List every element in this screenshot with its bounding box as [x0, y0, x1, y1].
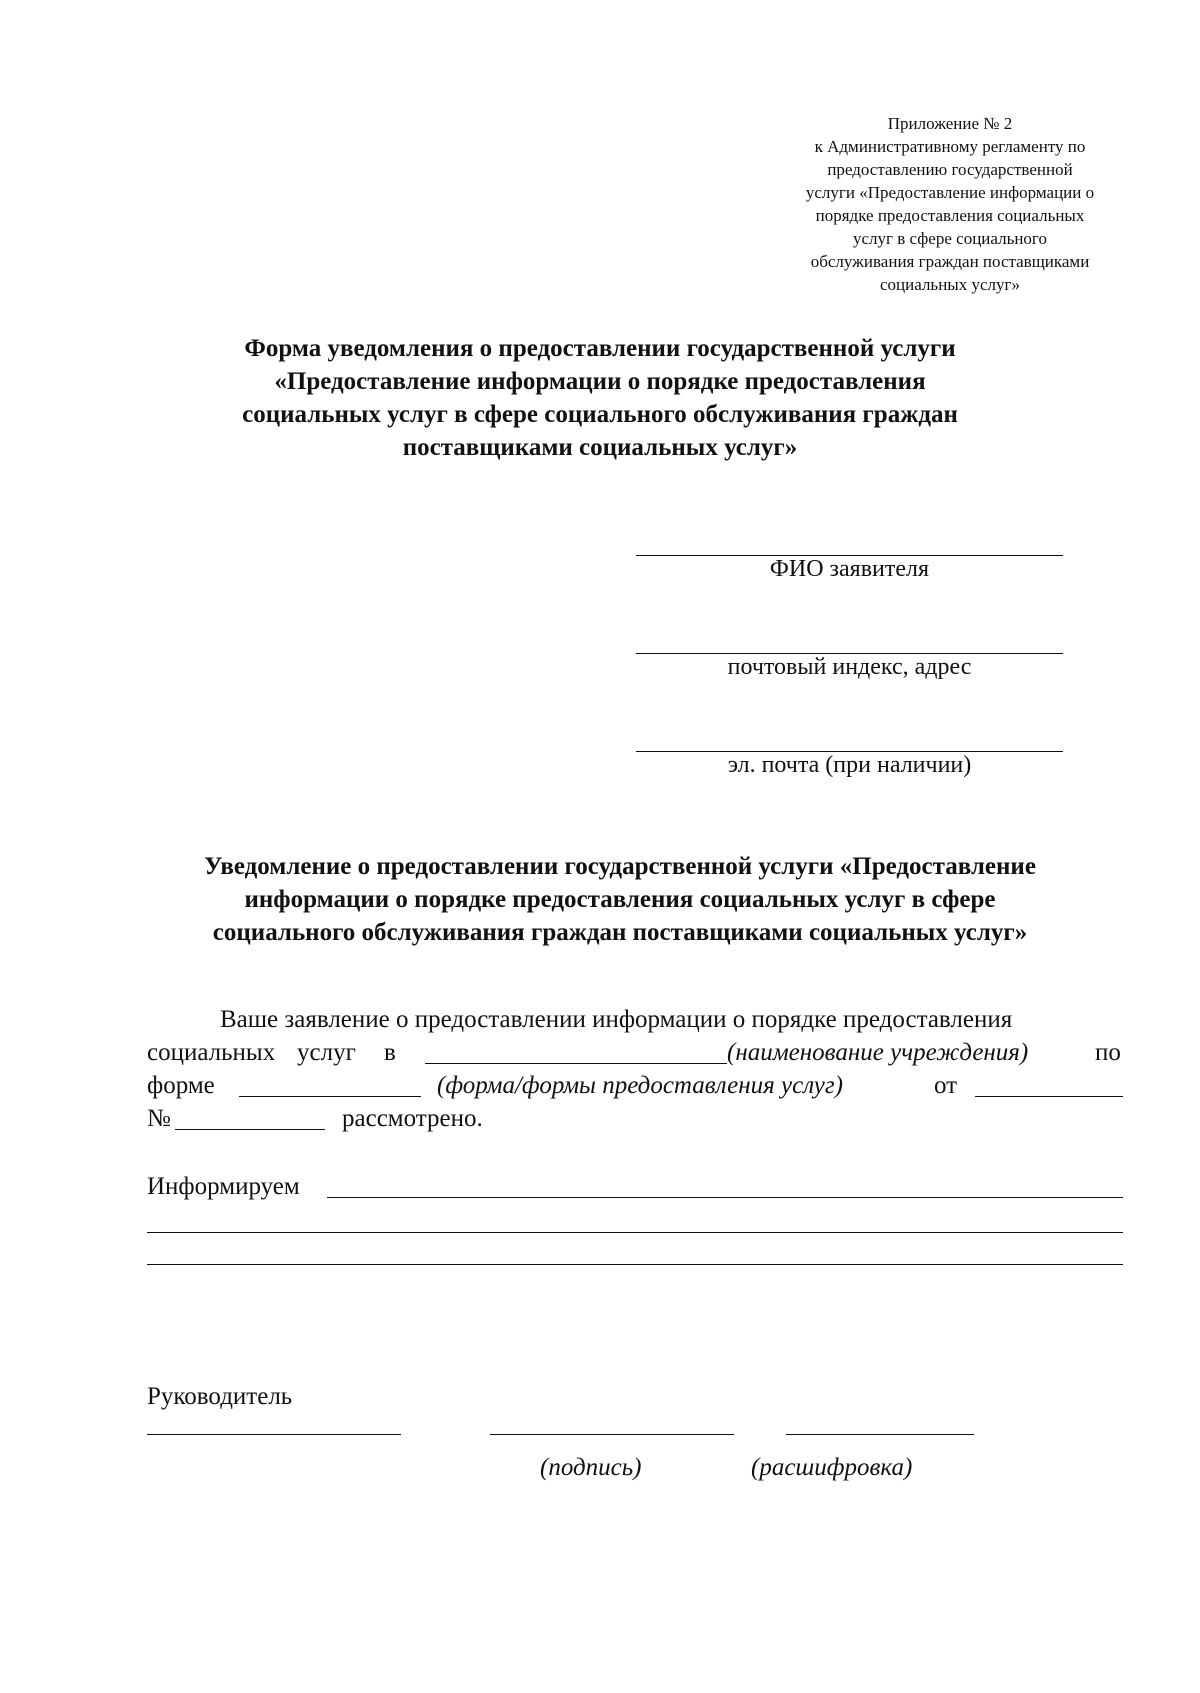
institution-name-field[interactable]	[425, 1039, 727, 1064]
body-text: социальных	[147, 1039, 276, 1066]
body-text: по	[1095, 1039, 1121, 1066]
notice-title-line: информации о порядке предоставления социальных услуг в сфере	[244, 886, 996, 913]
form-title-line: поставщиками социальных услуг»	[402, 434, 798, 461]
body-line-4	[147, 1105, 1125, 1135]
application-date-field[interactable]	[975, 1072, 1123, 1097]
body-line-3	[147, 1072, 1125, 1102]
appendix-line: услуг в сфере социального	[853, 229, 1047, 248]
appendix-line: услуги «Предоставление информации о	[805, 183, 1095, 202]
notice-title-line: социального обслуживания граждан поставщиками социальных услуг»	[212, 919, 1028, 946]
appendix-line: предоставлению государственной	[827, 160, 1073, 179]
appendix-reference	[760, 112, 1140, 296]
body-text: Ваше заявление о предоставлении информации о порядке предоставления	[220, 1006, 1013, 1033]
appendix-line: порядке предоставления социальных	[815, 206, 1085, 225]
notice-title-line: Уведомление о предоставлении государственной услуги «Предоставление	[204, 853, 1036, 880]
signature-decode-caption: (расшифровка)	[751, 1454, 913, 1481]
form-title-line: социальных услуг в сфере социального обслуживания граждан	[242, 401, 958, 428]
inform-continuation-line[interactable]	[147, 1264, 1123, 1265]
application-number-field[interactable]	[175, 1105, 325, 1130]
applicant-address-caption: почтовый индекс, адрес	[727, 654, 972, 680]
form-title-line: Форма уведомления о предоставлении государственной услуги	[244, 335, 956, 362]
signature-caption: (подпись)	[540, 1454, 642, 1481]
body-text: услуг	[297, 1039, 356, 1066]
body-line-2	[147, 1039, 1125, 1069]
body-text: от	[934, 1072, 958, 1099]
signature-field[interactable]	[490, 1434, 734, 1435]
form-title-line: «Предоставление информации о порядке предоставления	[274, 368, 926, 395]
applicant-name-caption: ФИО заявителя	[769, 556, 930, 582]
service-form-hint: (форма/формы предоставления услуг)	[437, 1072, 843, 1099]
inform-line	[147, 1173, 1125, 1203]
institution-name-hint: (наименование учреждения)	[727, 1039, 1029, 1066]
head-label: Руководитель	[147, 1383, 293, 1410]
appendix-line: к Административному регламенту по	[814, 137, 1086, 156]
body-line-1	[147, 1006, 1125, 1036]
notice-title	[130, 850, 1110, 949]
appendix-line: социальных услуг»	[880, 275, 1020, 294]
inform-label: Информируем	[147, 1173, 300, 1200]
form-title	[150, 332, 1050, 464]
body-text: в	[384, 1039, 396, 1066]
service-form-field[interactable]	[239, 1072, 421, 1097]
signature-decode-field[interactable]	[786, 1434, 974, 1435]
head-position-field[interactable]	[147, 1434, 401, 1435]
appendix-line: Приложение № 2	[887, 114, 1013, 133]
body-text: форме	[147, 1072, 215, 1099]
applicant-email-caption: эл. почта (при наличии)	[727, 752, 972, 778]
inform-continuation-line[interactable]	[147, 1232, 1123, 1233]
inform-field[interactable]	[327, 1173, 1123, 1198]
appendix-line: обслуживания граждан поставщиками	[810, 252, 1090, 271]
number-sign: №	[147, 1105, 171, 1132]
body-text: рассмотрено.	[342, 1105, 483, 1132]
